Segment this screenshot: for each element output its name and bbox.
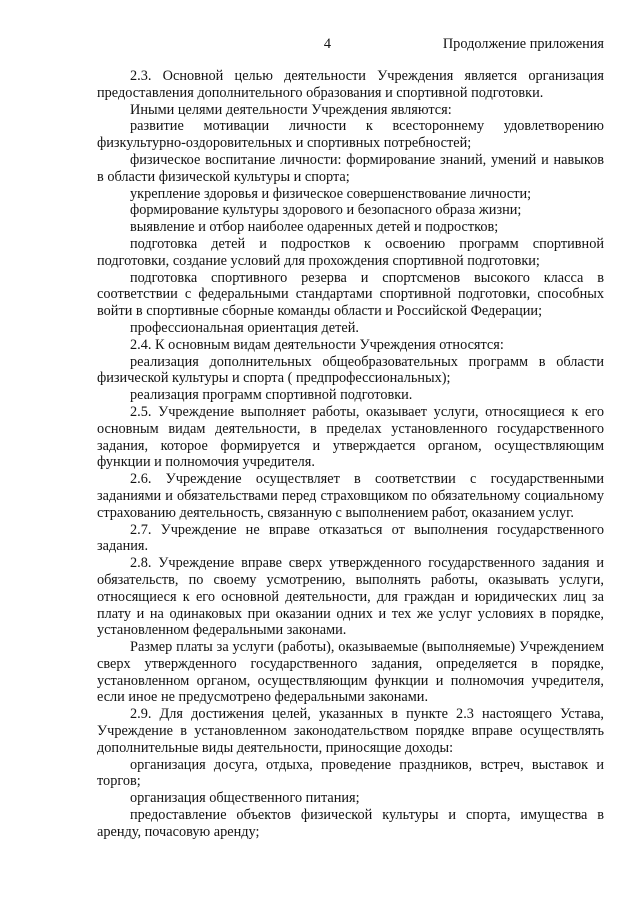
paragraph: реализация программ спортивной подготовки. [130, 387, 413, 404]
paragraph: выявление и отбор наиболее одаренных детей и подростков; [130, 219, 499, 236]
continuation-label: Продолжение приложения [442, 36, 604, 52]
paragraph: 2.9. Для достижения целей, указанных в пункте 2.3 настоящего Устава, Учреждение в установленном законодательством порядке вправе осуществлять дополнительные виды деятельности, приносящие доходы: [97, 706, 604, 756]
paragraph: профессиональная ориентация детей. [130, 319, 359, 336]
paragraph: предоставление объектов физической культуры и спорта, имущества в аренду, почасовую аренду; [97, 807, 604, 840]
paragraph: физическое воспитание личности: формирование знаний, умений и навыков в области физической культуры и спорта; [97, 151, 604, 185]
document-body [97, 68, 604, 841]
paragraph: 2.6. Учреждение осуществляет в соответствии с государственными заданиями и обязательствами перед страховщиком по обязательному социальному страхованию деятельность, связанную с выполнением работ, оказанием услуг. [97, 471, 604, 521]
paragraph: 2.8. Учреждение вправе сверх утвержденного государственного задания и обязательств, по своему усмотрению, выполнять работы, оказывать услуги, относящиеся к его основной деятельности, для граждан и юридических лиц за плату и на одинаковых при оказании одних и тех же услуг условиях в порядке, установленном федеральными законами. [97, 555, 604, 639]
paragraph: Иными целями деятельности Учреждения являются: [130, 101, 452, 118]
paragraph: подготовка детей и подростков к освоению программ спортивной подготовки, создание условий для прохождения спортивной подготовки; [97, 235, 604, 269]
paragraph: 2.4. К основным видам деятельности Учреждения относятся: [130, 336, 504, 353]
paragraph: укрепление здоровья и физическое совершенствование личности; [130, 185, 532, 202]
paragraph: реализация дополнительных общеобразовательных программ в области физической культуры и спорта ( предпрофессиональных); [97, 353, 604, 387]
paragraph: Размер платы за услуги (работы), оказываемые (выполняемые) Учреждением сверх утвержденного государственного задания, определяется в порядке, установленном органом, осуществляющим функции и полномочия учредителя, если иное не предусмотрено федеральными законами. [97, 639, 604, 706]
page-number: 4 [323, 36, 332, 52]
paragraph: организация общественного питания; [130, 790, 360, 807]
paragraph: подготовка спортивного резерва и спортсменов высокого класса в соответствии с федеральными стандартами спортивной подготовки, способных войти в спортивные сборные команды области и Российской Федерации; [97, 269, 604, 320]
paragraph: 2.3. Основной целью деятельности Учреждения является организация предоставления дополнительного образования и спортивной подготовки. [97, 68, 604, 101]
paragraph: развитие мотивации личности к всестороннему удовлетворению физкультурно-оздоровительных и спортивных потребностей; [97, 118, 604, 152]
paragraph: организация досуга, отдыха, проведение праздников, встреч, выставок и торгов; [97, 756, 604, 790]
paragraph: 2.7. Учреждение не вправе отказаться от выполнения государственного задания. [97, 521, 604, 555]
paragraph: 2.5. Учреждение выполняет работы, оказывает услуги, относящиеся к его основным видам деятельности, в пределах установленного государственного задания, которое формируется и утверждается органом, осуществляющим функции и полномочия учредителя. [97, 403, 604, 471]
paragraph: формирование культуры здорового и безопасного образа жизни; [130, 202, 522, 219]
